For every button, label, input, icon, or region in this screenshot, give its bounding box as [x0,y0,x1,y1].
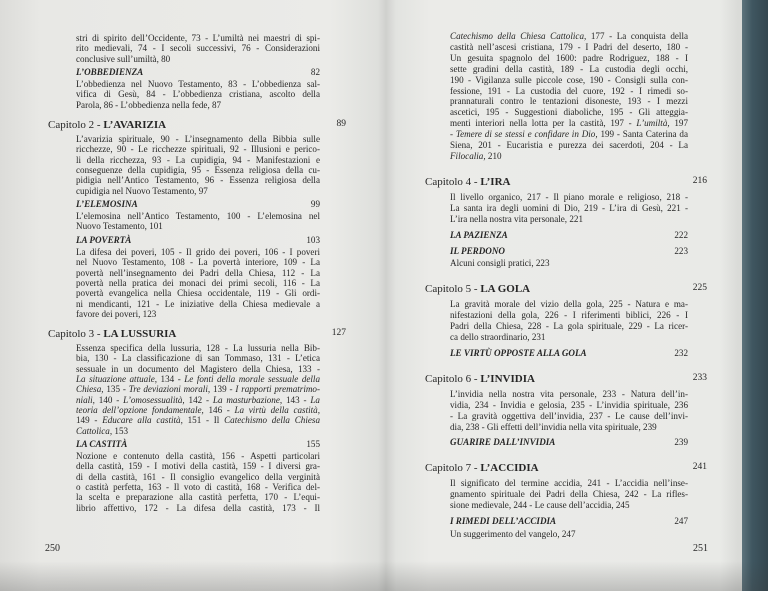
section-topics [450,529,688,540]
text-line [450,529,688,540]
topic-text: Catechismo della Chiesa [224,415,320,426]
chapter-label: Capitolo 3 - [48,328,104,341]
text-line [76,268,320,278]
topic-text: nifestazioni della gola, 226 - I riferimenti biblici, 226 - I [450,310,688,321]
topic-text: vidia, 234 - Invidia e gelosia, 235 - L’invidia spirituale, 236 [450,399,688,410]
section-heading [76,439,320,449]
text-line [76,221,320,231]
chapter-page-number: 225 [692,283,707,294]
chapter-page-number: 241 [692,462,707,473]
section-title: LE VIRTÙ OPPOSTE ALLA GOLA [450,347,587,358]
text-line [450,310,688,321]
chapter-heading [48,118,346,132]
text-line [76,144,320,154]
text-line [450,332,688,343]
text-line [76,364,320,374]
section-heading [76,67,320,77]
text-line [76,43,320,53]
topic-text: conclusive sull’umiltà, 80 [76,53,171,64]
topic-text: castità nell’ascesi cristiana, 179 - I Padri del deserto, 180 - [450,41,688,52]
text-line [450,53,688,64]
topic-text: 142 - [184,394,213,405]
text-line [76,309,320,319]
chapter-page-number: 127 [331,328,346,339]
topic-text: 197 [669,118,688,129]
section-page-number: 223 [674,245,688,256]
section-topics [450,258,688,269]
chapter-title: L’INVIDIA [480,372,535,385]
section-page-number: 82 [310,66,320,77]
chapter-heading [48,327,346,341]
topic-text: Cattolica, [76,425,113,436]
topic-text: L’invidia nella nostra vita personale, 233 - Natura dell’in- [450,388,688,399]
topic-text: Nozione e contenuto della castità, 156 - Aspetti particolari [76,451,320,462]
text-line [450,203,688,214]
topic-text: 199 - Santa Caterina da [597,129,688,140]
text-line [450,411,688,422]
topic-text: Un suggerimento del vangelo, 247 [450,529,576,539]
topic-text: fessione, 191 - La custodia del cuore, 192 - I rimedi so- [450,85,688,96]
section-topics [450,31,688,162]
chapter-page-number: 216 [692,175,707,186]
section-title: IL PERDONO [450,245,505,256]
topic-text: povertà evangelica nella Chiesa occidentale, 119 - Gli ordi- [76,288,320,299]
page-number-right: 251 [693,543,708,554]
topic-text: I rapporti prematrimo- [235,384,321,395]
topic-text: - La gravità oggettiva dell’invidia, 237 - Le cause dell’invi- [450,410,688,421]
text-line [76,426,320,436]
topic-text: Educare alla castità, [102,415,183,426]
text-line [76,247,320,257]
topic-text: La difesa dei poveri, 105 - Il grido dei poveri, 106 - I poveri [76,247,320,258]
topic-text: bia, 130 - La classificazione di san Tommaso, 131 - L’etica [76,353,320,364]
chapter-title: L’IRA [480,175,511,188]
topic-text: Temere di se stessi e confidare in Dio, [455,129,598,140]
text-line [450,214,688,225]
topic-text: La situazione attuale, [76,374,158,385]
topic-text: 143 - [282,394,311,405]
left-page-contents [48,31,346,513]
topic-text: di della castità, 161 - Il consiglio evangelico della verginità [76,471,320,482]
text-line [76,211,320,221]
section-page-number: 99 [310,198,320,209]
topic-text: La virtù della castità, [234,404,320,415]
text-line [450,478,688,489]
topic-text: 153 [112,425,129,436]
text-line [76,353,320,363]
section-topics [76,343,320,436]
text-line [450,118,688,129]
text-line [450,96,688,107]
text-line [450,489,688,500]
text-line [76,472,320,482]
topic-text: librio affettivo, 172 - La difesa della castità, 173 - Il [76,502,320,513]
text-line [450,321,688,332]
text-line [76,461,320,471]
topic-text: stri di spirito dell’Occidente, 73 - L’umiltà nei maestri di spi- [76,33,320,43]
text-line [450,500,688,511]
text-line [76,89,320,99]
text-line [76,33,320,43]
section-topics [76,33,320,64]
text-line [450,42,688,53]
topic-text: - [450,129,456,140]
topic-text: Un gesuita spagnolo del 1600: padre Rodriguez, 188 - I [450,52,688,63]
topic-text: nel Nuovo Testamento, 108 - La povertà interiore, 109 - La [76,257,320,268]
section-topics [450,389,688,433]
section-title: L’ELEMOSINA [76,198,138,209]
text-line [76,384,320,394]
section-topics [76,247,320,319]
text-line [450,86,688,97]
section-title: I RIMEDI DELL’ACCIDIA [450,516,557,527]
chapter-label: Capitolo 2 - [48,119,104,132]
topic-text: ricchezze, 90 - Le ricchezze spirituali, 92 - Illusioni e perico- [76,144,320,155]
bottom-shadow [0,561,768,591]
text-line [76,175,320,185]
text-line [450,422,688,433]
topic-text: Padri della Chiesa, 228 - La gola spirituale, 229 - La ricer- [450,321,688,332]
topic-text: gnamento spirituale dei Padri della Chiesa, 242 - La rifles- [450,489,688,500]
chapter-label: Capitolo 7 - [425,462,481,475]
topic-text: L’avarizia spirituale, 90 - L’insegnamento della Bibbia sulle [76,134,320,145]
topic-text: 134 - [157,374,185,385]
topic-text: conseguenze della cupidigia, 95 - Essenza religiosa della cu- [76,164,320,175]
chapter-label: Capitolo 5 - [425,283,481,296]
section-heading [76,199,320,209]
topic-text: La santa ira degli uomini di Dio, 219 - L’ira di Gesù, 221 - [450,202,688,213]
section-topics [76,79,320,110]
text-line [76,299,320,309]
topic-text: L’elemosina nell’Antico Testamento, 100 - L’elemosina nel [76,211,320,222]
topic-text: 146 - [203,404,235,415]
text-line [76,79,320,89]
text-line [450,31,688,42]
text-line [450,140,688,151]
section-page-number: 103 [306,234,320,245]
text-line [76,503,320,513]
text-line [76,492,320,502]
topic-text: La [310,394,320,405]
text-line [450,75,688,86]
text-line [76,257,320,267]
topic-text: La masturbazione, [212,394,283,405]
topic-text: la scelta e preparazione alla castità perfetta, 170 - L’equi- [76,492,320,503]
text-line [450,389,688,400]
topic-text: Il livello organico, 217 - Il piano morale e religioso, 218 - [450,191,688,202]
topic-text: rito medievali, 74 - I secoli successivi, 76 - Considerazioni [76,43,320,54]
topic-text: sessuale in un documento del Magistero della Chiesa, 133 - [76,363,320,374]
topic-text: pidigia nell’Antico Testamento, 96 - Essenza religiosa della [76,175,320,186]
chapter-heading [425,372,707,386]
section-title: LA PAZIENZA [450,229,508,240]
section-topics [76,451,320,513]
text-line [76,288,320,298]
topic-text: L’umiltà, [636,118,670,129]
section-title: L’OBBEDIENZA [76,66,144,77]
section-heading [450,437,688,448]
topic-text: vifica di Gesù, 84 - L’obbedienza cristiana, ascolto della [76,89,320,100]
topic-text: L’ira nella nostra vita personale, 221 [450,213,583,224]
text-line [76,134,320,144]
text-line [450,400,688,411]
topic-text: povertà nell’insegnamento dei Padri della Chiesa, 112 - La [76,267,320,278]
topic-text: Catechismo della Chiesa Cattolica, [450,31,587,41]
chapter-label: Capitolo 4 - [425,175,481,188]
section-page-number: 232 [674,347,688,358]
section-heading [450,230,688,241]
topic-text: menti interiori nella lotta per la castità, 197 - [450,118,637,129]
page-number-left: 250 [45,543,60,554]
chapter-label: Capitolo 6 - [425,372,481,385]
topic-text: povertà nella pratica dei monaci dei primi secoli, 116 - La [76,277,320,288]
text-line [450,107,688,118]
text-line [76,343,320,353]
chapter-title: L’AVARIZIA [103,119,167,132]
topic-text: 135 - [103,384,129,395]
book-cover-edge [742,0,768,591]
text-line [450,299,688,310]
topic-text: Chiesa, [76,384,104,395]
section-title: LA CASTITÀ [76,438,128,449]
topic-text: cupidigia nel Nuovo Testamento, 97 [76,185,208,196]
section-heading [76,235,320,245]
text-line [76,415,320,425]
text-line [450,129,688,140]
topic-text: prannaturali contro le tentazioni disoneste, 193 - I mezzi [450,96,688,107]
section-topics [450,192,688,225]
topic-text: ascetici, 195 - Suggestioni diaboliche, 195 - Gli atteggia- [450,107,688,118]
topic-text: Le fonti della morale sessuale della [184,374,321,385]
topic-text: 190 - Vigilanza sulle piccole cose, 190 - Consigli sulla con- [450,74,688,85]
topic-text: 177 - La conquista della [586,31,689,41]
chapter-title: LA LUSSURIA [103,328,177,341]
topic-text: Parola, 86 - L’obbedienza nella fede, 87 [76,99,222,110]
text-line [76,155,320,165]
chapter-heading [425,282,707,296]
topic-text: 140 - [94,394,124,405]
section-heading [450,516,688,527]
section-page-number: 222 [674,229,688,240]
topic-text: sione medievale, 244 - Le cause dell’accidia, 245 [450,500,630,511]
text-line [76,100,320,110]
chapter-title: LA GOLA [480,283,531,296]
section-heading [450,246,688,257]
text-line [76,278,320,288]
topic-text: L’obbedienza nel Nuovo Testamento, 83 - L’obbedienza sal- [76,79,320,90]
topic-text: L’omosessualità, [123,394,185,405]
text-line [76,405,320,415]
text-line [450,258,688,269]
section-page-number: 155 [306,438,320,449]
topic-text: Alcuni consigli pratici, 223 [450,258,550,269]
topic-text: ca dello straordinario, 231 [450,332,546,343]
topic-text: sette gradini della castità, 189 - La custodia degli occhi, [450,63,688,74]
topic-text: li della ricchezza, 93 - La cupidigia, 94 - Manifestazioni e [76,154,320,165]
text-line [76,374,320,384]
text-line [76,395,320,405]
chapter-heading [425,461,707,475]
text-line [450,64,688,75]
section-topics [450,299,688,343]
section-topics [450,478,688,511]
text-line [450,151,688,162]
text-line [76,482,320,492]
topic-text: 149 - [76,415,103,426]
chapter-page-number: 89 [336,119,346,130]
text-line [76,451,320,461]
section-topics [76,211,320,232]
topic-text: Tre deviazioni morali, [128,384,211,395]
topic-text: 151 - Il [182,415,225,426]
section-title: LA POVERTÀ [76,234,132,245]
text-line [450,192,688,203]
text-line [76,54,320,64]
topic-text: teoria dell’opzione fondamentale, [76,404,204,415]
section-title: GUARIRE DALL’INVIDIA [450,437,556,448]
chapter-title: L’ACCIDIA [480,462,539,475]
topic-text: dia, 238 - Gli effetti dell’invidia nella vita spirituale, 239 [450,421,657,432]
right-page-contents [425,29,707,540]
topic-text: ni mendicanti, 121 - Le iniziative della Chiesa medievale a [76,298,320,309]
chapter-heading [425,175,707,189]
topic-text: favore dei poveri, 123 [76,308,157,319]
topic-text: niali, [76,394,95,405]
section-topics [76,134,320,196]
text-line [76,165,320,175]
topic-text: o castità perfetta, 163 - Il voto di castità, 168 - Verifica del- [76,481,320,492]
section-heading [450,348,688,359]
topic-text: Essenza specifica della lussuria, 128 - La lussuria nella Bib- [76,343,320,354]
section-page-number: 239 [674,437,688,448]
topic-text: Siena, 201 - Eucaristia e purezza dei sacerdoti, 204 - La [450,140,688,151]
text-line [76,186,320,196]
topic-text: della castità, 159 - I motivi della castità, 159 - I diversi gra- [76,461,320,472]
topic-text: Nuovo Testamento, 101 [76,221,163,232]
topic-text: Il significato del termine accidia, 241 - L’accidia nell’inse- [450,478,688,489]
topic-text: 139 - [210,384,236,395]
chapter-page-number: 233 [692,372,707,383]
topic-text: Filocalia, [450,150,486,161]
topic-text: 210 [485,150,502,161]
topic-text: La gravità morale del vizio della gola, 225 - Natura e ma- [450,299,688,310]
section-page-number: 247 [674,516,688,527]
